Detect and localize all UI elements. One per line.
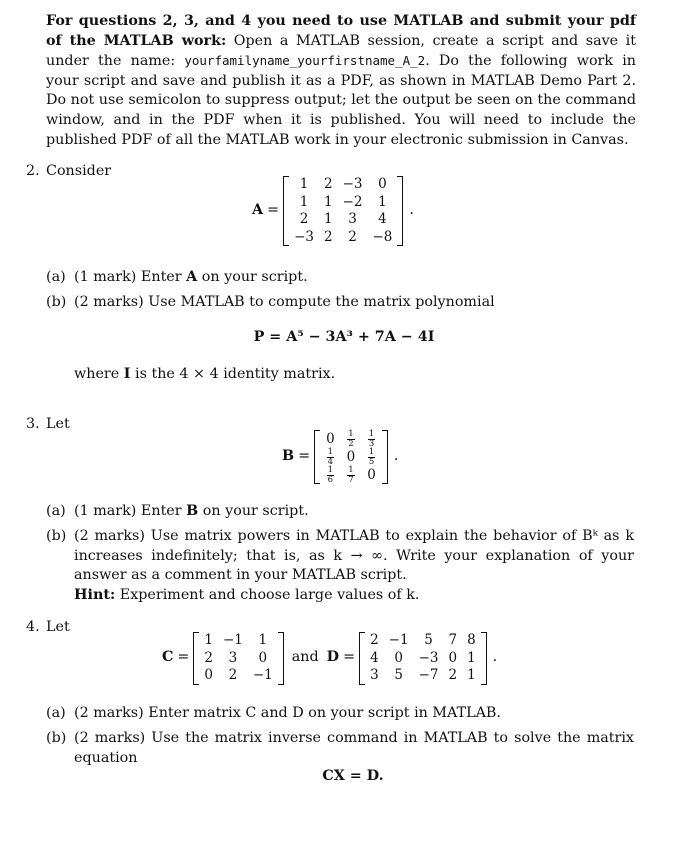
- matrix-d-cell: −1: [388, 632, 409, 648]
- matrix-a-cell: −3: [294, 228, 314, 245]
- matrix-b-cell: [341, 466, 362, 484]
- q4-matrix-equation: C = 1 −1 1 2 3 0 0 2 −1 and D = 2 −1 5 7 8 4 0 −3 0 1 3 5 −7 2 1 .: [162, 632, 498, 683]
- matrix-c-cell: −1: [252, 667, 273, 683]
- matrix-d-cell: −7: [418, 667, 439, 683]
- matrix-a-cell: −2: [342, 193, 363, 210]
- matrix-a-cell: 1: [323, 193, 333, 210]
- q3-hint-text: Experiment and choose large values of k.: [115, 587, 420, 603]
- matrix-b-cell: [320, 448, 341, 466]
- intro-text-2: . Do the following work in your script and save and publish it as a PDF, as shown in MATLAB Demo Part 2. Do not use semicolon to suppress output; let the output be seen on the command window, and in the PDF when it is published. You will need to include the published PDF of all the MATLAB work in your electronic submission in Canvas.: [46, 53, 636, 148]
- matrix-c-cell: 3: [228, 649, 238, 666]
- q2-where-post: is the 4 × 4 identity matrix.: [130, 366, 336, 382]
- matrix-a-cell: 1: [299, 193, 309, 210]
- matrix-b-cell: [320, 466, 341, 484]
- q3-matrix-equation: B = 0 $\frac{1}{2}$ $\frac{1}{3}$ $\frac{1}{4}$ 0 $\frac{1}{5}$ $\frac{1}{6}$ $\frac{1}{7}$ 0 .: [282, 429, 399, 485]
- q4-b-label: (b): [46, 730, 67, 746]
- matrix-d-cell: 0: [448, 649, 458, 666]
- matrix-a-cell: 2: [323, 176, 333, 192]
- matrix-a-cell: −3: [342, 176, 363, 192]
- matrix-d-cell: 1: [467, 649, 476, 666]
- q4-title: Let: [46, 619, 70, 635]
- matrix-c-cell: 0: [204, 667, 213, 683]
- matrix-d-cell: 1: [467, 667, 476, 683]
- matrix-a-cell: 4: [378, 211, 387, 227]
- matrix-d-cell: 5: [394, 667, 403, 683]
- intro-paragraph: [46, 12, 636, 150]
- q3-number: 3.: [26, 416, 40, 432]
- matrix-d-cell: 2: [448, 667, 458, 683]
- fraction: $\frac{1}{2}$: [348, 429, 354, 449]
- q2-a-rest: on your script.: [197, 269, 308, 285]
- intro-filename: yourfamilyname_yourfirstname_A_2: [184, 53, 426, 69]
- matrix-a-cell: 2: [348, 228, 357, 245]
- matrix-b-cell: 0: [367, 467, 376, 483]
- q2-b-text: (2 marks) Use MATLAB to compute the matrix polynomial: [74, 294, 495, 310]
- matrix-b-cell: [361, 430, 382, 448]
- q3-hint: [74, 586, 634, 606]
- fraction: $\frac{1}{7}$: [348, 465, 354, 485]
- matrix-b-cell: 0: [326, 431, 335, 447]
- matrix-a-cell: 1: [323, 211, 333, 227]
- q3-a-marks: (1 mark) Enter: [74, 503, 187, 519]
- q4-a-label: (a): [46, 705, 66, 721]
- matrix-d-cell: 3: [370, 667, 379, 683]
- q2-where: [74, 365, 634, 385]
- fraction: $\frac{1}{6}$: [327, 465, 334, 485]
- matrix-a-cell: 1: [299, 176, 309, 192]
- q3-a-label: (a): [46, 503, 66, 519]
- q4-b-text: (2 marks) Use the matrix inverse command in MATLAB to solve the matrix equation: [74, 730, 634, 766]
- matrix-c: [193, 632, 283, 685]
- q3-part-a: [46, 502, 636, 522]
- fraction: $\frac{1}{5}$: [368, 447, 375, 467]
- matrix-d-cell: 4: [370, 649, 379, 666]
- q2-matrix-label: A: [252, 202, 264, 219]
- q3-b-text: (2 marks) Use matrix powers in MATLAB to explain the behavior of Bᵏ as k increases indefinitely; that is, as k → ∞. Write your explanation of your answer as a comment in your MATLAB script.: [74, 528, 634, 584]
- q2-where-pre: where: [74, 366, 124, 382]
- matrix-a-cell: 2: [299, 211, 309, 227]
- q3-title: Let: [46, 416, 70, 432]
- matrix-c-cell: 1: [204, 632, 213, 648]
- q2-title: Consider: [46, 163, 112, 179]
- matrix-a-cell: −8: [372, 228, 393, 245]
- q2-a-marks: (1 mark) Enter: [74, 269, 187, 285]
- q4-and: and: [291, 649, 319, 666]
- q3-a-bold: B: [186, 503, 199, 519]
- matrix-b-cell: [341, 430, 362, 448]
- q2-b-label: (b): [46, 294, 67, 310]
- q2-where-bold: I: [123, 366, 131, 382]
- matrix-c-cell: 1: [258, 632, 268, 648]
- q2-a-label: (a): [46, 269, 66, 285]
- q4-number: 4.: [26, 619, 40, 635]
- matrix-b-cell: 0: [346, 449, 356, 465]
- intro-lead: For questions 2, 3, and 4 you need to use MATLAB and submit your pdf of the MATLAB work:: [46, 13, 636, 49]
- fraction: $\frac{1}{3}$: [368, 429, 375, 449]
- q2-part-b: [46, 293, 636, 313]
- matrix-c-cell: 2: [204, 649, 213, 666]
- matrix-b-cell: [361, 448, 382, 466]
- matrix-b: [314, 430, 388, 484]
- q4-a-text: (2 marks) Enter matrix C and D on your script in MATLAB.: [74, 705, 501, 721]
- q2-part-a: [46, 268, 636, 288]
- matrix-a-cell: 0: [378, 176, 387, 192]
- q4-d-label: D: [326, 649, 340, 666]
- q4-equation: CX = D.: [322, 768, 384, 784]
- matrix-c-cell: −1: [222, 632, 243, 648]
- matrix-a-cell: 3: [348, 211, 357, 227]
- matrix-d-cell: 0: [394, 649, 403, 666]
- q3-a-rest: on your script.: [198, 503, 309, 519]
- matrix-d-cell: 8: [467, 632, 476, 648]
- matrix-d-cell: 7: [448, 632, 458, 648]
- matrix-d-cell: 5: [424, 632, 433, 648]
- matrix-c-cell: 2: [228, 667, 238, 683]
- matrix-a: [283, 176, 403, 246]
- matrix-d-cell: 2: [370, 632, 379, 648]
- matrix-a-cell: 1: [378, 193, 387, 210]
- q3-hint-bold: Hint:: [74, 587, 116, 603]
- matrix-a-cell: 2: [323, 228, 333, 245]
- matrix-c-cell: 0: [258, 649, 268, 666]
- matrix-d: [359, 632, 487, 685]
- q2-matrix-equation: A = 1 2 −3 0 1 1 −2 1 2 1 3 4 −3 2 2 −8 .: [252, 176, 414, 245]
- q2-a-bold: A: [186, 269, 198, 285]
- q2-polynomial-equation: P = A⁵ − 3A³ + 7A − 4I: [253, 329, 435, 345]
- q4-part-a: [46, 704, 636, 724]
- q2-number: 2.: [26, 163, 40, 179]
- q4-c-label: C: [162, 649, 174, 666]
- q3-b-label: (b): [46, 528, 67, 544]
- fraction: $\frac{1}{4}$: [327, 447, 334, 467]
- q3-matrix-label: B: [282, 448, 295, 465]
- matrix-d-cell: −3: [418, 649, 439, 666]
- intro-text-1: Open a MATLAB session, create a script and save it under the name:: [46, 32, 636, 70]
